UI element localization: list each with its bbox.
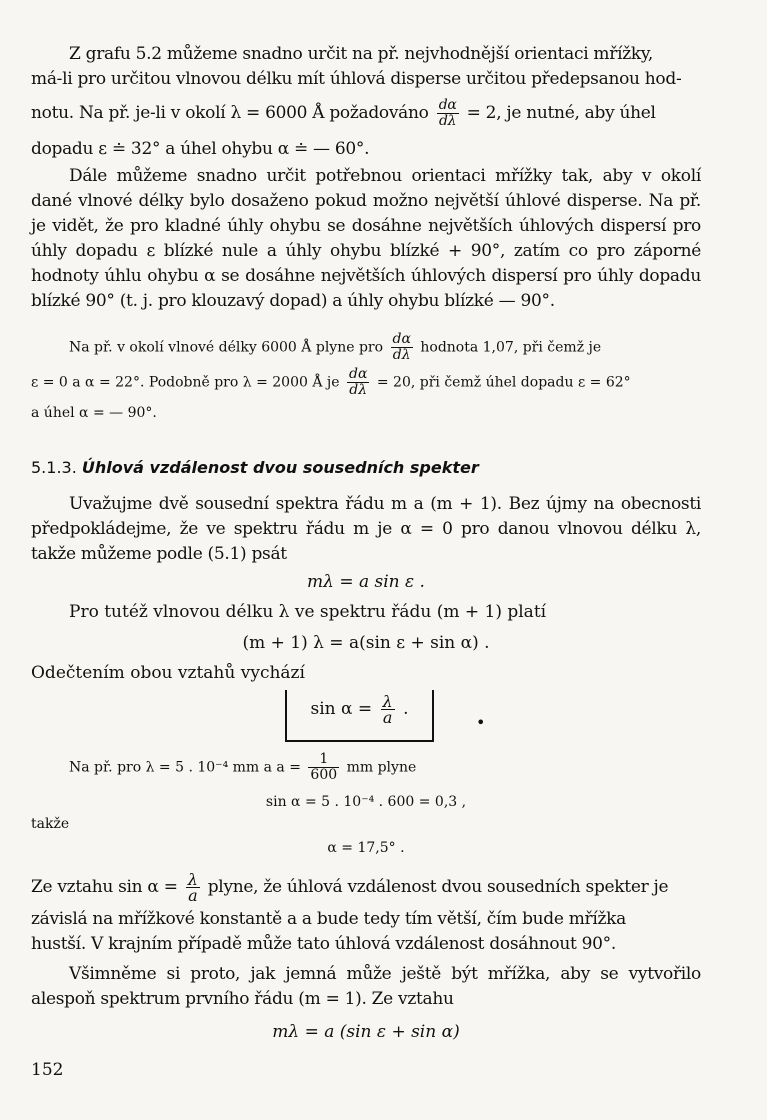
equation-m-plus-one: (m + 1) λ = a(sin ε + sin α) . [242,633,490,653]
text-span: notu. Na př. je-li v okolí λ = 6000 Å požadováno [31,103,429,123]
boxed-equation-content: sin α = $\frac{\lambda}{a}$ . [310,692,409,727]
paragraph-dispersion: Dále můžeme snadno určit potřebnou orientaci mřížky tak, aby v okolí dané vlnové délky bylo dosaženo pokud možno největší úhlové disperse. Na př. je vidět, že pro kladné úhly ohybu se dosáhne největších úhlových dispersí pro úhly dopadu ε blízké nule a úhly ohybu blízké + 90°, zatím co pro záporné hodnoty úhlu ohybu α se dosáhne největších úhlových dispersí pro úhly dopadu blízké 90° (t. j. pro klouzavý dopad) a úhly ohybu blízké — 90°. [31,166,701,311]
small-line: Na př. v okolí vlnové délky 6000 Å plyne pro $\frac{d\alpha}{d\lambda}$ hodnota 1,07, při čemž je [69,331,602,363]
paragraph-graph-orientation [31,42,701,162]
fraction-dalpha-dlambda: $\frac{d\alpha}{d\lambda}$ [392,331,411,363]
paragraph-adjacent-spectra: Uvažujme dvě sousední spektra řádu m a (m + 1). Bez újmy na obecnosti předpokládejme, že ve spektru řádu m je α = 0 pro danou vlnovou délku λ, takže můžeme podle (5.1) psát [31,494,701,564]
fraction-dalpha-dlambda: $\frac{d\alpha}{d\lambda}$ [438,97,457,129]
example-line: Na př. pro λ = 5 . 10⁻⁴ mm a a = $\frac{1}{600}$ mm plyne [69,751,417,783]
equation-m-lambda: mλ = a sin ε . [307,572,425,592]
section-number: 5.1.3. [31,458,77,477]
small-line: a úhel α = — 90°. [31,405,157,421]
text-line-with-fraction: Ze vztahu sin α = $\frac{\lambda}{a}$ plyne, že úhlová vzdálenost dvou sousedních spekter je [31,870,669,905]
paragraph-finest-grating: Všimněme si proto, jak jemná může ještě být mřížka, aby se vytvořilo alespoň spektrum prvního řádu (m = 1). Ze vztahu [31,964,701,1009]
section-heading [31,458,701,477]
text-line: má-li pro určitou vlnovou délku mít úhlová disperse určitou předepsanou hod- [31,69,682,89]
equation-sin-alpha-value: sin α = 5 . 10⁻⁴ . 600 = 0,3 , [265,794,467,810]
fraction-dalpha-dlambda: $\frac{d\alpha}{d\lambda}$ [348,366,368,398]
text-line: Z grafu 5.2 můžeme snadno určit na př. nejvhodnější orientaci mřížky, [69,44,654,64]
fraction-lambda-over-a: $\frac{\lambda}{a}$ [187,870,198,905]
word-takze: takže [31,816,70,832]
fraction-lambda-over-a: $\frac{\lambda}{a}$ [382,692,393,727]
paragraph-subtract: Odečtením obou vztahů vychází [31,663,305,683]
section-title: Úhlová vzdálenost dvou sousedních spekter [81,458,479,477]
margin-dot: • [476,713,486,732]
boxed-equation-sin-alpha [285,690,434,742]
paragraph-angular-distance [31,872,701,957]
text-line: dopadu ε ≐ 32° a úhel ohybu α ≐ — 60°. [31,139,370,159]
small-print-example [31,332,701,424]
equation-alpha-value: α = 17,5° . [327,840,405,856]
page-number: 152 [31,1060,64,1080]
text-span: = 2, je nutné, aby úhel [466,103,656,123]
paragraph-same-wavelength: Pro tutéž vlnovou délku λ ve spektru řádu (m + 1) platí [69,602,547,622]
equation-grating: mλ = a (sin ε + sin α) [272,1022,460,1042]
small-line: ε = 0 a α = 22°. Podobně pro λ = 2000 Å je $\frac{d\alpha}{d\lambda}$ = 20, při čemž úhel dopadu ε = 62° [31,366,631,398]
fraction-one-over-600: $\frac{1}{600}$ [310,751,338,783]
text-line: závislá na mřížkové konstantě a a bude tedy tím větší, čím bude mřížka [31,909,627,929]
numeric-example [31,752,701,859]
text-line-with-fraction [31,98,701,129]
text-line: hustší. V krajním případě může tato úhlová vzdálenost dosáhnout 90°. [31,934,616,954]
